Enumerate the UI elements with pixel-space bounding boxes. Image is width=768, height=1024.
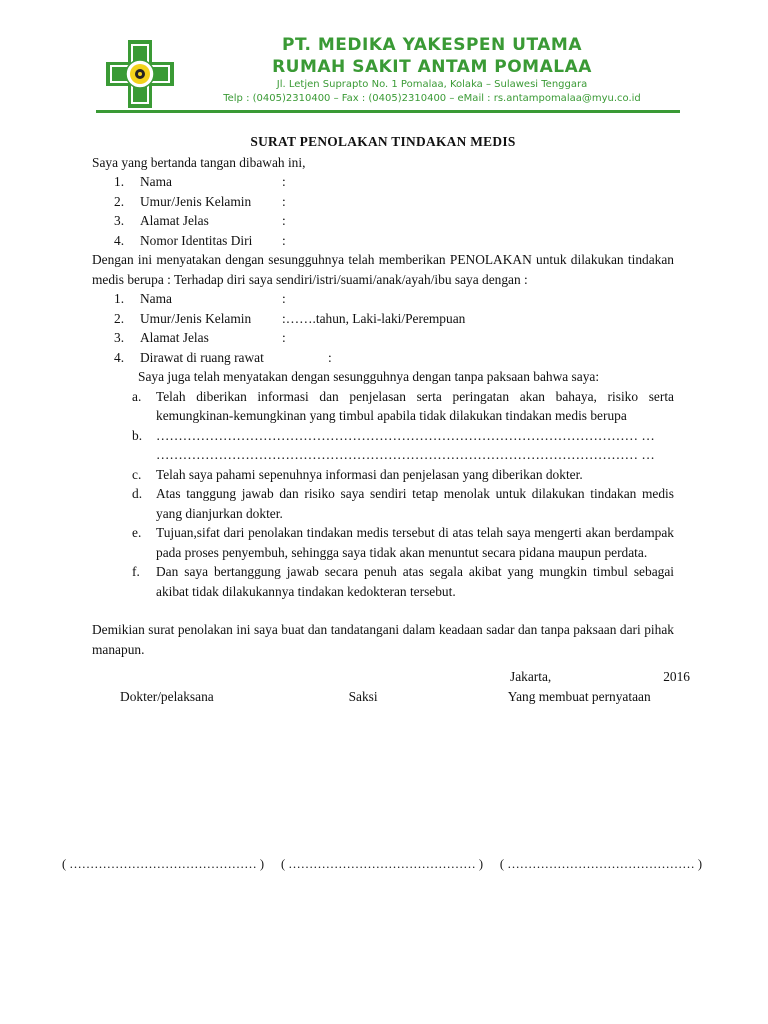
field-value: :: [328, 349, 332, 365]
also-declare-text: Saya juga telah menyatakan dengan sesungguhnya dengan tanpa paksaan bahwa saya:: [138, 369, 600, 384]
patient-field: [92, 348, 674, 368]
field-label: Umur/Jenis Kelamin: [140, 193, 252, 209]
intro-text: Saya yang bertanda tangan dibawah ini,: [92, 154, 306, 170]
field-number: 3.: [114, 330, 125, 345]
field-number: 2.: [114, 310, 125, 326]
letterhead: [96, 24, 680, 110]
field-label: Dirawat di ruang rawat: [140, 349, 264, 365]
declarant-field: [92, 211, 674, 231]
point-text: Dan saya bertanggung jawab secara penuh atas segala akibat yang mungkin timbul sebagai akibat tidak dilakukannya tindakan kedokteran tersebut.: [156, 564, 674, 599]
field-number: 2.: [114, 193, 125, 209]
signature-blank-declarant: ( ……………………………………… ): [499, 857, 702, 871]
field-label: Nama: [140, 291, 172, 306]
patient-field: [92, 328, 674, 348]
hospital-name: RUMAH SAKIT ANTAM POMALAA: [272, 57, 592, 77]
field-label: Alamat Jelas: [140, 330, 209, 345]
declaration-point: [92, 465, 674, 485]
signature-blank-witness: ( ……………………………………… ): [280, 857, 484, 871]
declaration-points: [92, 387, 674, 602]
point-letter: f.: [132, 564, 140, 579]
letterhead-divider: [96, 110, 680, 113]
declarant-field: [92, 231, 674, 251]
point-text: ……………………………………………………………………………………………… … ……………………………………………………………………………………………… …: [156, 427, 655, 462]
field-number: 1.: [114, 174, 125, 189]
point-letter: e.: [132, 525, 142, 540]
declarant-fields: [92, 172, 674, 250]
organization-name: PT. MEDIKA YAKESPEN UTAMA: [282, 35, 582, 55]
field-value: :…….tahun, Laki-laki/Perempuan: [282, 310, 466, 326]
point-letter: d.: [132, 486, 143, 501]
point-text: Telah diberikan informasi dan penjelasan serta peringatan akan bahaya, risiko serta kemungkinan-kemungkinan yang timbul apabila tidak dilakukan tindakan medis berupa: [156, 388, 674, 423]
point-letter: a.: [132, 388, 142, 404]
field-value: :: [282, 174, 286, 189]
point-letter: c.: [132, 466, 142, 482]
field-number: 4.: [114, 232, 125, 248]
field-number: 3.: [114, 213, 125, 228]
field-number: 1.: [114, 291, 125, 306]
declaration-point: [92, 426, 674, 465]
field-value: :: [282, 291, 286, 306]
field-value: :: [282, 232, 286, 248]
patient-fields: [92, 289, 674, 367]
signature-blank-doctor: ( ……………………………………… ): [62, 857, 265, 871]
field-value: :: [282, 193, 286, 209]
signature-blanks: [62, 857, 702, 872]
point-text: Atas tanggung jawab dan risiko saya sendiri tetap menolak untuk dilakukan tindakan medis yang dianjurkan dokter.: [156, 486, 674, 521]
signature-role-doctor: Dokter/pelaksana: [120, 688, 214, 704]
patient-field: [92, 289, 674, 309]
point-text: Tujuan,sifat dari penolakan tindakan medis tersebut di atas telah saya mengerti akan berdampak pada proses penyembuh, sehingga saya tidak akan menuntut secara pidana maupun perdata.: [156, 525, 674, 560]
signature-year: 2016: [663, 669, 690, 684]
hospital-cross-logo-icon: [104, 38, 176, 110]
declarant-field: [92, 192, 674, 212]
signature-date: [92, 667, 690, 687]
signature-role-declarant: Yang membuat pernyataan: [507, 688, 651, 704]
statement-text: Dengan ini menyatakan dengan sesungguhnya telah memberikan PENOLAKAN untuk dilakukan tindakan medis berupa : Terhadap diri saya sendiri/istri/suami/anak/ayah/ibu saya dengan :: [92, 252, 674, 287]
field-value: :: [282, 213, 286, 228]
closing-text: Demikian surat penolakan ini saya buat dan tandatangani dalam keadaan sadar dan tanpa paksaan dari pihak manapun.: [92, 622, 674, 657]
field-number: 4.: [114, 349, 125, 365]
declarant-field: [92, 172, 674, 192]
field-value: :: [282, 330, 286, 345]
declaration-point: [92, 387, 674, 426]
field-label: Nama: [140, 174, 172, 189]
signature-roles: [92, 687, 674, 707]
field-label: Alamat Jelas: [140, 213, 209, 228]
declaration-point: [92, 523, 674, 562]
point-letter: b.: [132, 427, 143, 443]
hospital-address: Jl. Letjen Suprapto No. 1 Pomalaa, Kolaka – Sulawesi Tenggara: [276, 79, 588, 90]
declaration-point: [92, 562, 674, 601]
patient-field: [92, 309, 674, 329]
signature-city: Jakarta,: [510, 669, 552, 684]
hospital-contact: Telp : (0405)2310400 – Fax : (0405)2310400 – eMail : rs.antampomalaa@myu.co.id: [223, 93, 641, 104]
document-body: [92, 132, 690, 706]
document-title: SURAT PENOLAKAN TINDAKAN MEDIS: [250, 134, 516, 149]
field-label: Nomor Identitas Diri: [140, 232, 253, 248]
point-text: Telah saya pahami sepenuhnya informasi dan penjelasan yang diberikan dokter.: [156, 466, 583, 482]
signature-role-witness: Saksi: [348, 688, 378, 704]
field-label: Umur/Jenis Kelamin: [140, 310, 252, 326]
declaration-point: [92, 484, 674, 523]
